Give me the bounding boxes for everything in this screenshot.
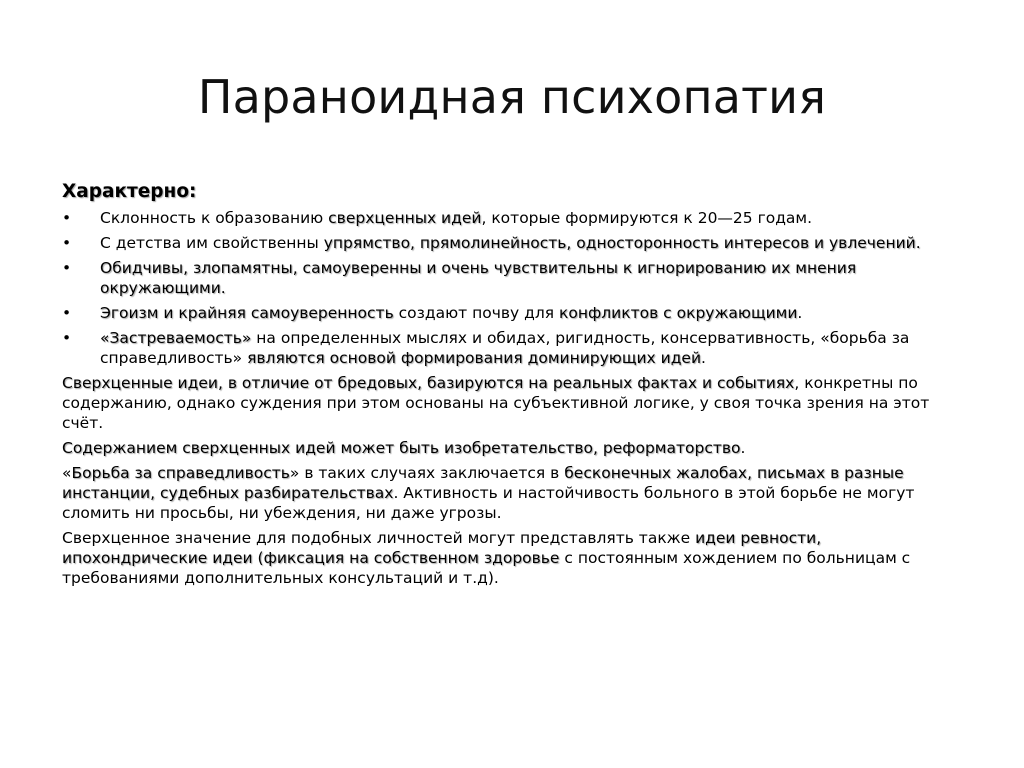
- bullet-item: [62, 233, 962, 253]
- paragraph: [62, 438, 962, 458]
- bullet-text: [100, 234, 921, 252]
- bullet-dot-icon: •: [62, 259, 72, 277]
- text-run: , конкретны по содержанию, однако суждения при этом основаны на субъективной логике, у своя точка зрения на этот счёт.: [62, 374, 930, 432]
- emphasized-text: «Застреваемость»: [100, 329, 252, 347]
- bullet-list: [62, 208, 962, 368]
- text-run: Склонность к образованию: [100, 209, 329, 227]
- text-run: создают почву для: [393, 304, 560, 322]
- bullet-text: [100, 209, 812, 227]
- emphasized-text: являются основой формирования доминирующих идей: [247, 349, 702, 367]
- emphasized-text: Борьба за справедливость: [71, 464, 290, 482]
- text-run: «: [62, 464, 72, 482]
- paragraph: [62, 373, 962, 433]
- bullet-dot-icon: •: [62, 329, 72, 347]
- slide-title: Параноидная психопатия: [197, 70, 827, 124]
- bullet-item: [62, 258, 962, 298]
- bullet-text: [100, 304, 802, 322]
- bullet-text: [100, 259, 856, 297]
- emphasized-text: упрямство, прямолинейность, односторонность интересов и увлечений.: [323, 234, 921, 252]
- bullet-dot-icon: •: [62, 209, 72, 227]
- emphasized-text: Эгоизм и крайняя самоуверенность: [100, 304, 394, 322]
- bullet-item: [62, 303, 962, 323]
- emphasized-text: идеи ревности, ипохондрические идеи (фиксация на собственном здоровье: [62, 529, 822, 567]
- emphasized-text: сверхценных идей: [328, 209, 482, 227]
- bullet-text: [100, 329, 909, 367]
- emphasized-text: Сверхценные идеи, в отличие от бредовых, базируются на реальных фактах и событиях: [62, 374, 795, 392]
- slide-body: [62, 178, 962, 593]
- paragraph: [62, 463, 962, 523]
- section-heading: Характерно:: [62, 181, 197, 202]
- emphasized-text: Содержанием сверхценных идей может быть изобретательство, реформаторство: [62, 439, 741, 457]
- text-run: .: [797, 304, 803, 322]
- bullet-dot-icon: •: [62, 304, 72, 322]
- bullet-dot-icon: •: [62, 234, 72, 252]
- emphasized-text: бесконечных жалобах, письмах в разные инстанции, судебных разбирательствах: [62, 464, 904, 502]
- text-run: » в таких случаях заключается в: [289, 464, 565, 482]
- text-run: . Активность и настойчивость больного в этой борьбе не могут сломить ни просьбы, ни убеждения, ни даже угрозы.: [62, 484, 915, 522]
- paragraph: [62, 528, 962, 588]
- text-run: .: [701, 349, 706, 367]
- emphasized-text: конфликтов с окружающими: [559, 304, 798, 322]
- bullet-item: [62, 208, 962, 228]
- text-run: на определенных мыслях и обидах, ригидность, консервативность, «борьба за справедливость»: [100, 329, 910, 367]
- text-run: .: [740, 439, 746, 457]
- text-run: С детства им свойственны: [100, 234, 324, 252]
- emphasized-text: Обидчивы, злопамятны, самоуверенны и очень чувствительны к игнорированию их мнения окружающими.: [100, 259, 857, 297]
- text-run: , которые формируются к 20—25 годам.: [481, 209, 813, 227]
- bullet-item: [62, 328, 962, 368]
- text-run: с постоянным хождением по больницам с требованиями дополнительных консультаций и т.д).: [62, 549, 911, 587]
- text-run: Сверхценное значение для подобных личностей могут представлять также: [62, 529, 696, 547]
